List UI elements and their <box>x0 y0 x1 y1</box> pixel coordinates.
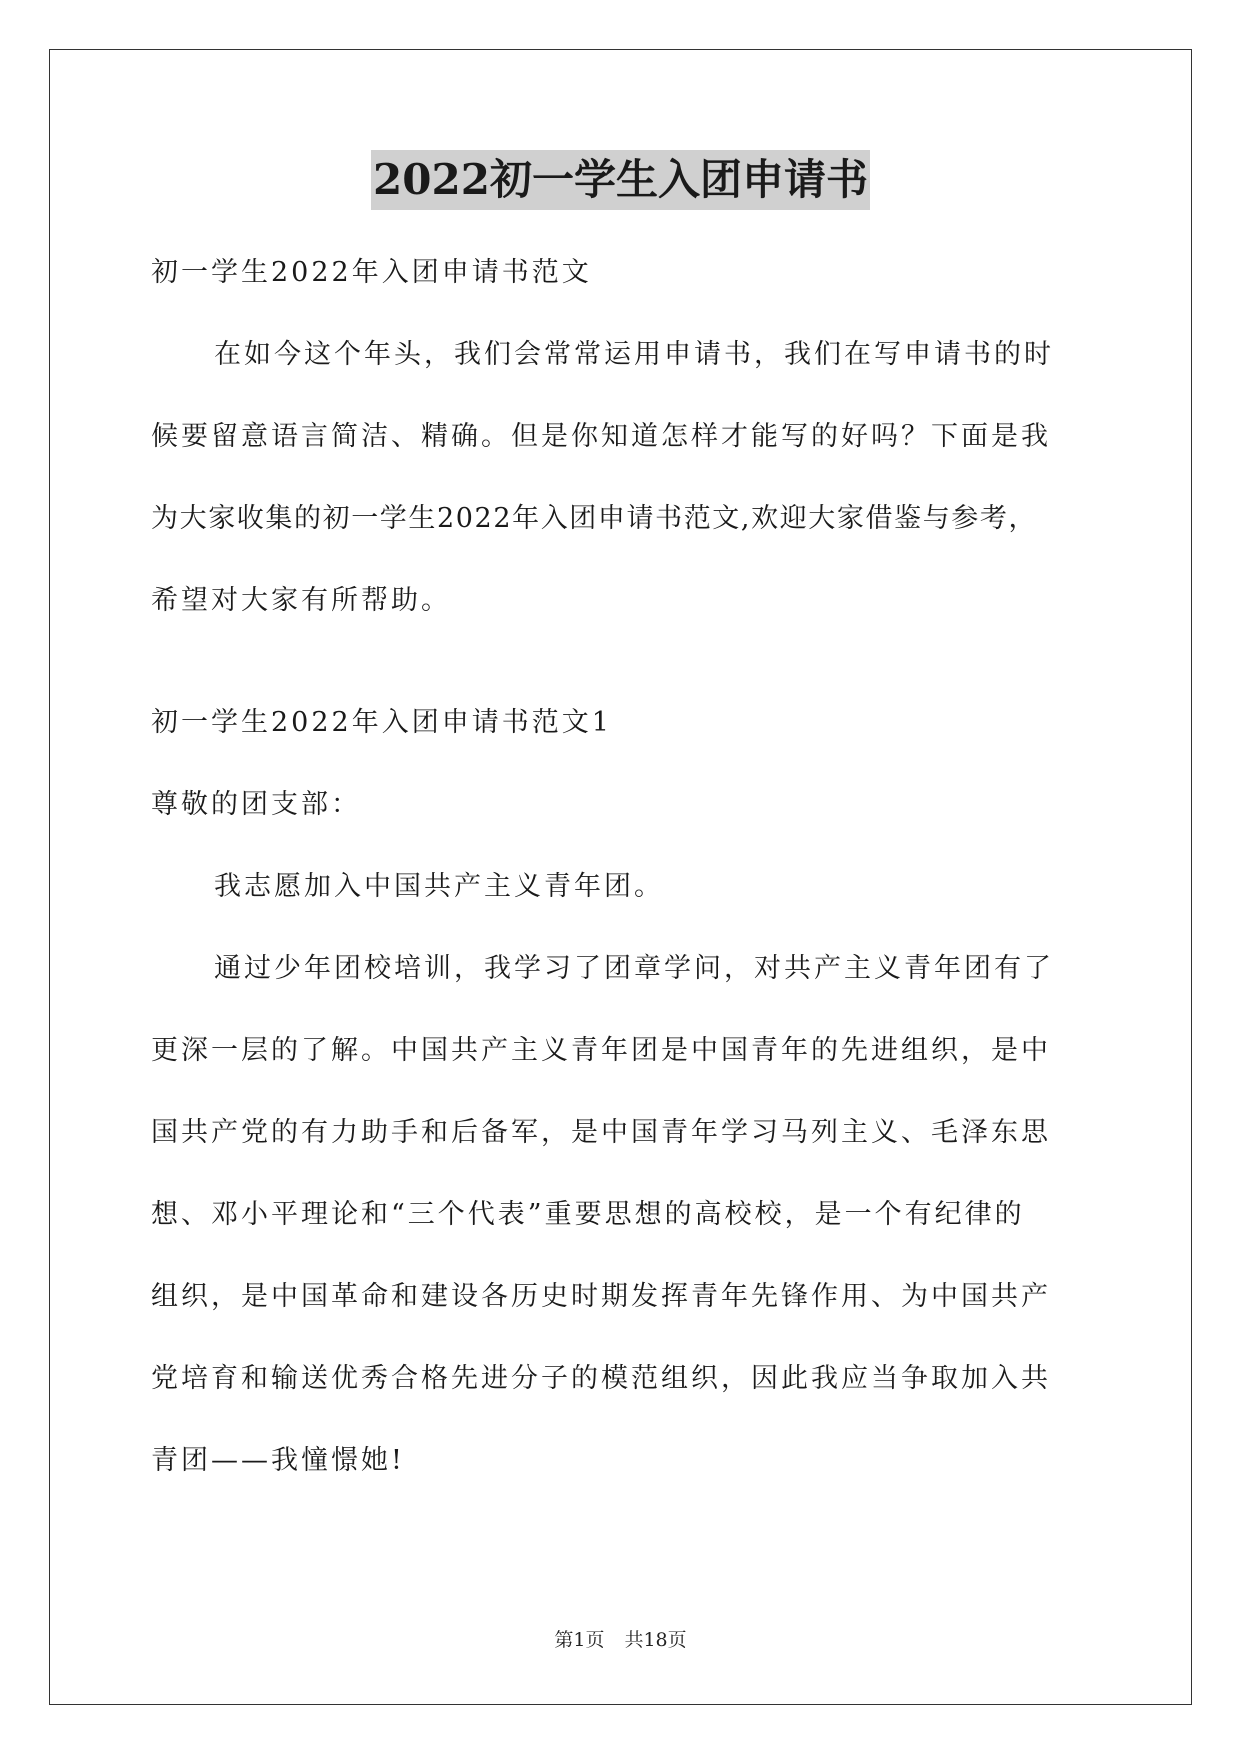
paragraph-1: 我志愿加入中国共产主义青年团。 <box>214 871 664 902</box>
page-total: 共18页 <box>624 1629 687 1651</box>
salutation: 尊敬的团支部： <box>151 789 361 820</box>
paragraph-2-line-2: 更深一层的了解。中国共产主义青年团是中国青年的先进组织，是中 <box>151 1035 1051 1066</box>
paragraph-2-line-4: 想、邓小平理论和“三个代表”重要思想的高校校，是一个有纪律的 <box>151 1199 1025 1230</box>
intro-line-4: 希望对大家有所帮助。 <box>151 585 451 616</box>
document-subtitle: 初一学生2022年入团申请书范文 <box>151 257 592 288</box>
page-number: 第1页 <box>554 1629 605 1651</box>
paragraph-2-line-7: 青团——我憧憬她! <box>151 1445 405 1476</box>
title-container <box>0 150 1241 210</box>
section-gap <box>151 642 1091 682</box>
paragraph-2-line-6: 党培育和输送优秀合格先进分子的模范组织，因此我应当争取加入共 <box>151 1363 1051 1394</box>
paragraph-2-line-1: 通过少年团校培训，我学习了团章学问，对共产主义青年团有了 <box>214 953 1054 984</box>
paragraph-2-line-5: 组织，是中国革命和建设各历史时期发挥青年先锋作用、为中国共产 <box>151 1281 1051 1312</box>
paragraph-2-line-3: 国共产党的有力助手和后备军，是中国青年学习马列主义、毛泽东思 <box>151 1117 1051 1148</box>
page-footer <box>0 1625 1241 1652</box>
intro-line-1: 在如今这个年头，我们会常常运用申请书，我们在写申请书的时 <box>214 339 1054 370</box>
section-heading: 初一学生2022年入团申请书范文1 <box>151 707 612 738</box>
intro-line-2: 候要留意语言简洁、精确。但是你知道怎样才能写的好吗？下面是我 <box>151 421 1051 452</box>
document-body <box>151 232 1091 1502</box>
intro-line-3: 为大家收集的初一学生2022年入团申请书范文,欢迎大家借鉴与参考， <box>151 503 1038 534</box>
document-title: 2022初一学生入团申请书 <box>371 150 870 210</box>
